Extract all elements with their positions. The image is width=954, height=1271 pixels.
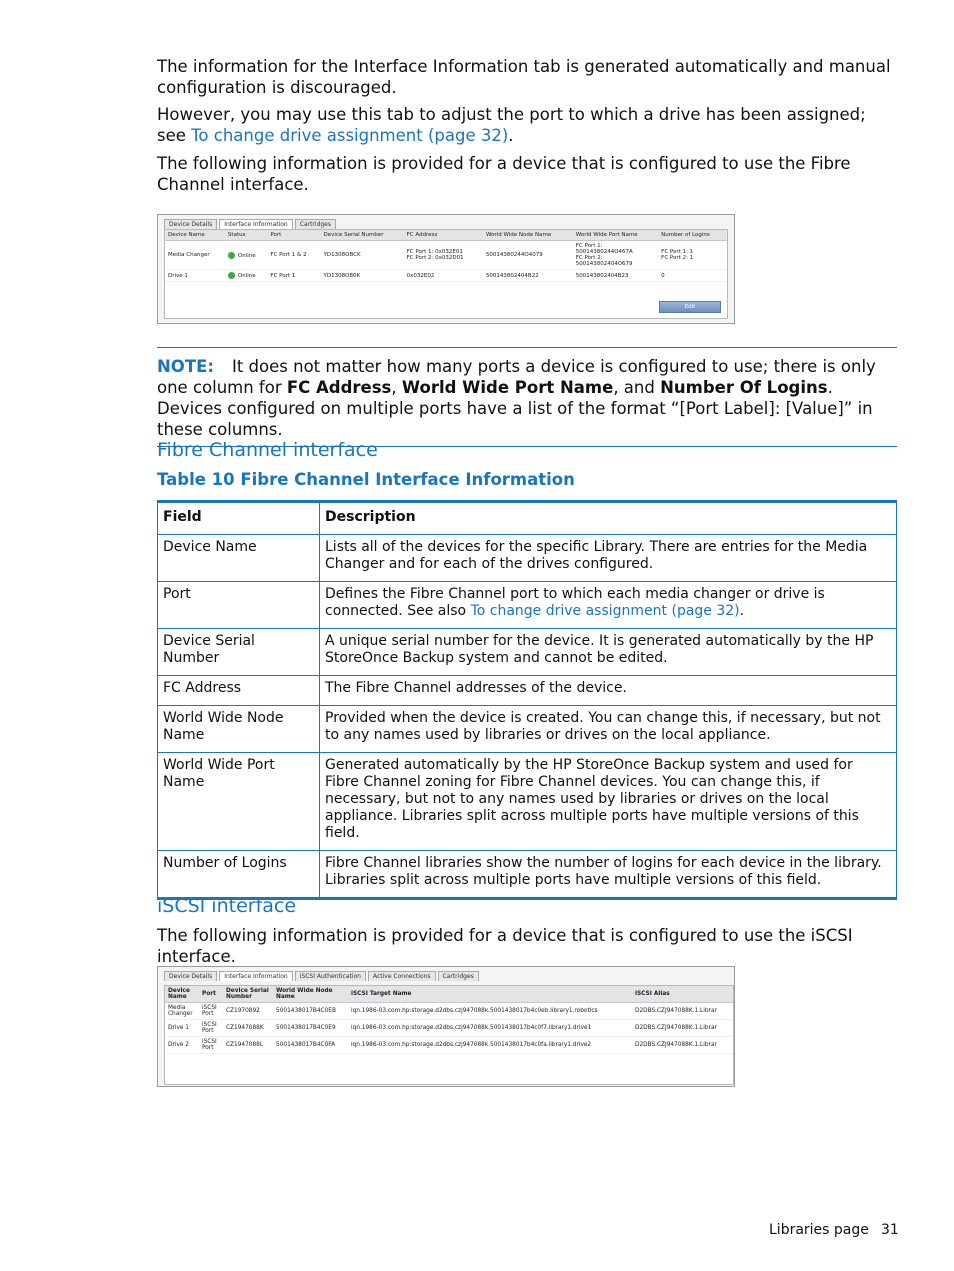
description-cell: Generated automatically by the HP StoreOnce Backup system and used for Fibre Channel zoning for Fibre Channel devices. You can change this, if necessary, but not to any names used by libraries or drives on the local appliance. Libraries split across multiple ports have multiple versions of this field.: [320, 753, 897, 851]
field-cell: Device Name: [158, 535, 320, 582]
col-fc-address: FC Address: [404, 230, 483, 241]
header-description: Description: [320, 502, 897, 535]
device-alias: D2DBS.CZJ947088K.1.Librar: [632, 1037, 733, 1054]
field-cell: World Wide Node Name: [158, 706, 320, 753]
iscsi-screenshot-tabs: [164, 971, 481, 981]
col-device-name: Device Name: [165, 986, 199, 1003]
field-cell: Port: [158, 582, 320, 629]
logins-line: FC Port 1: 1: [661, 249, 694, 255]
device-logins: 0: [658, 270, 727, 282]
fc-info-table: [157, 500, 897, 900]
edit-button[interactable]: Edit: [659, 301, 721, 313]
note-label: NOTE:: [157, 357, 214, 376]
fc-address-line: FC Port 1: 0x032E01: [406, 249, 463, 255]
device-fc-address: [404, 241, 483, 270]
device-wwnn: 500143802404B22: [483, 270, 573, 282]
logins-line: FC Port 2: 1: [661, 255, 694, 261]
note-bold-wwpn: World Wide Port Name: [401, 378, 614, 397]
device-wwpn: [573, 241, 658, 270]
device-status: [225, 270, 267, 282]
intro-paragraph-3: The following information is provided for a device that is configured to use the Fibre Channel interface.: [157, 154, 851, 194]
table-row[interactable]: [165, 1003, 733, 1020]
device-status: [225, 241, 267, 270]
tab-cartridges[interactable]: Cartridges: [438, 971, 479, 981]
intro-paragraph-2-end: .: [508, 126, 514, 145]
field-cell: World Wide Port Name: [158, 753, 320, 851]
fibre-channel-heading: Fibre Channel interface: [157, 439, 378, 461]
col-serial: Device Serial Number: [223, 986, 273, 1003]
device-serial: YD1308O80K: [321, 270, 404, 282]
description-cell: The Fibre Channel addresses of the device.: [320, 676, 897, 706]
tab-interface-information[interactable]: Interface Information: [219, 971, 293, 981]
iscsi-header-row: [165, 986, 733, 1003]
description-cell: Fibre Channel libraries show the number of logins for each device in the library. Libraries split across multiple ports have multiple versions of this field.: [320, 851, 897, 899]
col-wwpn: World Wide Port Name: [573, 230, 658, 241]
iscsi-interface-screenshot: [157, 966, 735, 1087]
status-label: Online: [237, 273, 256, 279]
col-port: Port: [199, 986, 223, 1003]
device-serial: CZ1970892: [223, 1003, 273, 1020]
fc-interface-screenshot: [157, 214, 735, 324]
device-name: Media Changer: [165, 1003, 199, 1020]
change-drive-assignment-link[interactable]: To change drive assignment (page 32): [470, 603, 740, 619]
col-serial: Device Serial Number: [321, 230, 404, 241]
device-fc-address: 0x032E02: [404, 270, 483, 282]
wwpn-line: FC Port 2:: [575, 255, 603, 261]
field-cell: FC Address: [158, 676, 320, 706]
iscsi-screenshot-panel: [164, 985, 734, 1085]
field-cell: Device Serial Number: [158, 629, 320, 676]
col-wwnn: World Wide Node Name: [273, 986, 348, 1003]
fc-screenshot-header-row: [165, 230, 727, 241]
device-serial: CZ1947088K: [223, 1020, 273, 1037]
device-serial: YD1308OBCK: [321, 241, 404, 270]
tab-cartridges[interactable]: Cartridges: [295, 219, 336, 229]
note-text: . Devices configured on multiple ports have a list of the format “[Port Label]: [Value]” in these columns.: [157, 378, 873, 439]
page-number: 31: [881, 1222, 899, 1238]
description-cell: [320, 582, 897, 629]
table-row: [158, 582, 897, 629]
tab-interface-information[interactable]: Interface Information: [219, 219, 293, 229]
device-port: iSCSI Port: [199, 1020, 223, 1037]
table-header-row: [158, 502, 897, 535]
note-bold-fc-address: FC Address: [286, 378, 392, 397]
intro-paragraph-2: [157, 104, 897, 146]
wwpn-line: 50014380244O467A: [575, 249, 633, 255]
device-name: Drive 1: [165, 270, 225, 282]
device-port: FC Port 1: [267, 270, 320, 282]
table-row[interactable]: [165, 1020, 733, 1037]
status-label: Online: [237, 252, 256, 259]
fc-address-line: FC Port 2: 0x032D01: [406, 255, 464, 261]
col-status: Status: [225, 230, 267, 241]
table-row[interactable]: [165, 241, 727, 270]
note-text: It does not matter how many ports a device is configured to use; there is only one column for: [157, 357, 876, 397]
online-status-icon: [228, 272, 235, 279]
table-row[interactable]: [165, 270, 727, 282]
device-port: FC Port 1 & 2: [267, 241, 320, 270]
wwpn-line: 500143802404O679: [575, 261, 633, 267]
table-row: [158, 535, 897, 582]
device-alias: D2DBS.CZJ947088K.1.Librar: [632, 1003, 733, 1020]
intro-paragraph-1: The information for the Interface Information tab is generated automatically and manual configuration is discouraged.: [157, 57, 891, 97]
table-row: [158, 706, 897, 753]
intro-paragraph-2-text: However, you may use this tab to adjust the port to which a drive has been assigned; see: [157, 105, 866, 145]
device-name: Drive 2: [165, 1037, 199, 1054]
note-box: [157, 347, 897, 447]
description-text: Defines the Fibre Channel port to which each media changer or drive is connected. See also: [325, 586, 825, 619]
col-target-name: iSCSI Target Name: [348, 986, 632, 1003]
tab-device-details[interactable]: Device Details: [164, 971, 217, 981]
table-caption: Table 10 Fibre Channel Interface Information: [157, 470, 575, 489]
tab-device-details[interactable]: Device Details: [164, 219, 217, 229]
tab-iscsi-authentication[interactable]: iSCSI Authentication: [295, 971, 366, 981]
footer-section: Libraries page: [769, 1222, 869, 1238]
tab-active-connections[interactable]: Active Connections: [368, 971, 436, 981]
wwpn-line: FC Port 1:: [575, 243, 603, 249]
device-target-name: iqn.1986-03.com.hp:storage.d2dbs.czj947088k.5001438017b4c0f7.library1.drive1: [348, 1020, 632, 1037]
device-target-name: iqn.1986-03.com.hp:storage.d2dbs.czj947088k.5001438017b4c0eb.library1.robotics: [348, 1003, 632, 1020]
table-row: [158, 851, 897, 899]
fc-screenshot-table: [165, 230, 727, 282]
iscsi-screenshot-table: [165, 986, 733, 1054]
device-wwpn: 500143802404B23: [573, 270, 658, 282]
device-port: iSCSI Port: [199, 1037, 223, 1054]
col-port: Port: [267, 230, 320, 241]
device-name: Drive 1: [165, 1020, 199, 1037]
device-target-name: iqn.1986-03.com.hp:storage.d2dbs.czj947088k.5001438017b4c0fa.library1.drive2: [348, 1037, 632, 1054]
device-wwnn: 5001438017B4C0E9: [273, 1020, 348, 1037]
note-text: ,: [391, 378, 402, 397]
fc-screenshot-tabs: [164, 219, 338, 229]
device-wwnn: 50014380244O4079: [483, 241, 573, 270]
description-end: .: [739, 603, 745, 619]
device-wwnn: 5001438017B4C0FA: [273, 1037, 348, 1054]
col-alias: iSCSI Alias: [632, 986, 733, 1003]
description-cell: Lists all of the devices for the specific Library. There are entries for the Media Changer and for each of the drives configured.: [320, 535, 897, 582]
note-text: , and: [613, 378, 661, 397]
table-row[interactable]: [165, 1037, 733, 1054]
col-logins: Number of Logins: [658, 230, 727, 241]
device-alias: D2DBS.CZJ947088K.1.Librar: [632, 1020, 733, 1037]
header-field: Field: [158, 502, 320, 535]
change-drive-assignment-link[interactable]: To change drive assignment (page 32): [191, 126, 509, 145]
description-cell: A unique serial number for the device. It is generated automatically by the HP StoreOnce Backup system and cannot be edited.: [320, 629, 897, 676]
table-row: [158, 676, 897, 706]
table-row: [158, 629, 897, 676]
online-status-icon: [228, 252, 235, 259]
device-wwnn: 5001438017B4C0EB: [273, 1003, 348, 1020]
device-name: Media Changer: [165, 241, 225, 270]
description-cell: Provided when the device is created. You can change this, if necessary, but not to any names used by libraries or drives on the local appliance.: [320, 706, 897, 753]
device-logins: [658, 241, 727, 270]
fc-screenshot-panel: [164, 229, 728, 319]
field-cell: Number of Logins: [158, 851, 320, 899]
note-bold-logins: Number Of Logins: [660, 378, 828, 397]
iscsi-intro: The following information is provided for a device that is configured to use the iSCSI interface.: [157, 926, 853, 966]
device-port: iSCSI Port: [199, 1003, 223, 1020]
device-serial: CZ1947088L: [223, 1037, 273, 1054]
col-device-name: Device Name: [165, 230, 225, 241]
col-wwnn: World Wide Node Name: [483, 230, 573, 241]
table-row: [158, 753, 897, 851]
iscsi-heading: iSCSI interface: [157, 895, 297, 917]
